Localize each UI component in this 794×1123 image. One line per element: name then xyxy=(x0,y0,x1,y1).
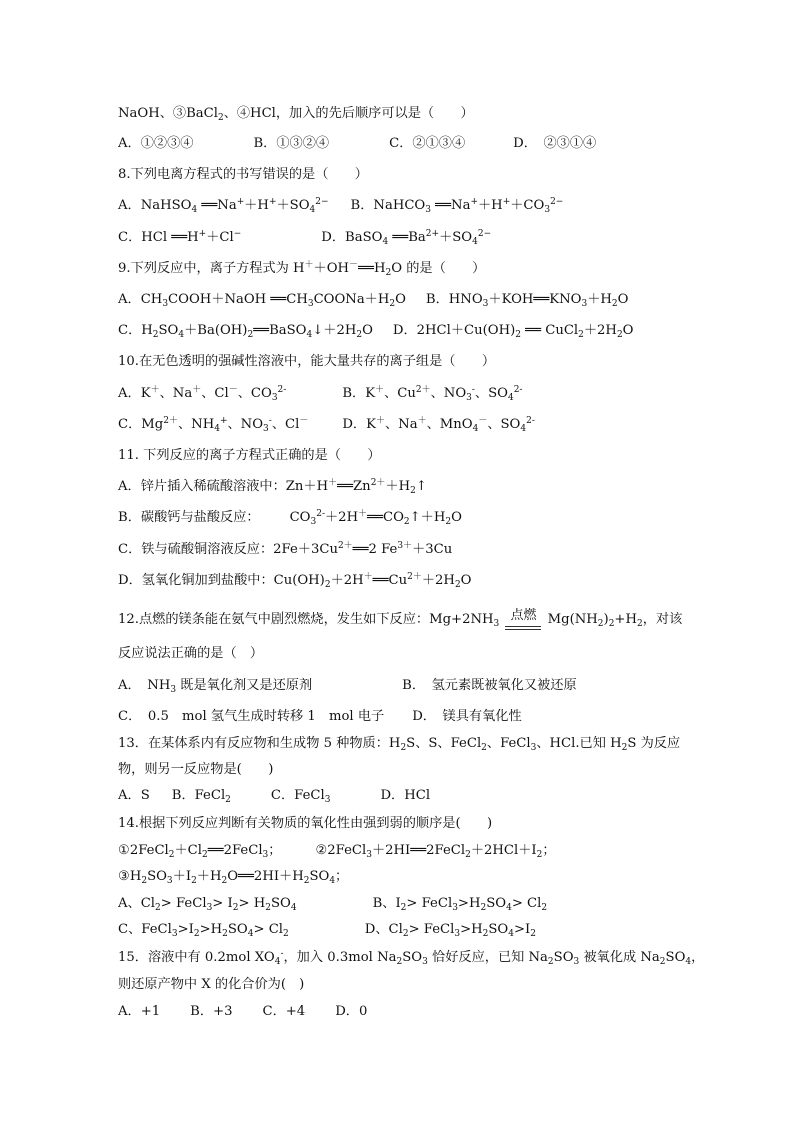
text-line-29: 15．溶液中有 0.2mol $XO_4^-$，加入 0.3mol $Na_2SO_3$ 恰好反应，已知 $Na_2SO_3$ 被氧化成 $Na_2SO_4$， xyxy=(118,949,705,967)
text-line-11: C．$Mg^{2+}$、$NH_4^+$、$NO_3^-$、Cl－ D．K＋、Na＋、MnO$_4$－、$SO_4^{2-}$ xyxy=(118,416,535,434)
text-line-24: 14.根据下列反应判断有关物质的氧化性由强到弱的顺序是( ) xyxy=(118,816,493,831)
text-line-28: C、$FeCl_3>I_2>H_2SO_4> Cl_2$ D、$Cl_2>$ $FeCl_3>H_2SO_4>I_2$ xyxy=(118,922,536,939)
text-line-15: C．铁与硫酸铜溶液反应：$2Fe+3Cu^{2+}══2$ $Fe^{3+}+3Cu$ xyxy=(118,541,453,557)
text-line-19: A． $NH_3$ 既是氧化剂又是还原剂 B． 氢元素既被氧化又被还原 xyxy=(118,678,577,695)
text-line-13: A．锌片插入稀硫酸溶液中：$Zn+H^+══Zn^{2+}+H_2↑$ xyxy=(118,478,427,496)
text-line-25: $①2FeCl_2+Cl_2══2FeCl_3$； $②2FeCl_3+2HI══2FeCl_2+2HCl+I_2$； xyxy=(118,843,556,860)
text-line-12: 11. 下列反应的离子方程式正确的是（ ） xyxy=(118,448,381,463)
text-line-7: A．$CH_3COOH+NaOH$ $══CH_3COONa+H_2O$ B．$HNO_3+KOH══KNO_3+H_2O$ xyxy=(118,292,629,309)
text-line-30: 则还原产物中 X 的化合价为( ) xyxy=(118,977,305,992)
text-line-18: 反应说法正确的是（ ） xyxy=(118,646,264,661)
text-line-21: 13．在某体系内有反应物和生成物 5 种物质：$H_2S$、S、FeCl$_2$、FeCl$_3$、HCl.已知 $H_2S$ 为反应 xyxy=(118,736,681,753)
text-line-2: A．①②③④ B．①③②④ C．②①③④ D． ②③①④ xyxy=(118,136,597,151)
text-line-5: C．HCl ══H+＋Cl− D．BaSO$_4$ $══Ba^{2+}+SO_4^{2-}$ xyxy=(118,229,492,247)
text-line-6: 9.下列反应中，离子方程式为 $H^++OH^-══H_2O$ 的是（ ） xyxy=(118,260,486,278)
text-line-22: 物，则另一反应物是( ) xyxy=(118,762,274,777)
text-line-4: A．NaHSO$_4$ $══Na^++H^++SO_4^{2-}$ B．NaHCO$_3$ $══Na^++H^++CO_3^{2-}$ xyxy=(118,197,564,215)
text-line-20: C． 0.5 mol 氢气生成时转移 1 mol 电子 D． 镁具有氧化性 xyxy=(118,709,522,724)
text-line-23: A．S B．FeCl$_2$ C．FeCl$_3$ D．HCl xyxy=(118,788,431,805)
text-line-31: A．+1 B．+3 C．+4 D．0 xyxy=(118,1004,368,1019)
text-line-9: 10.在无色透明的强碱性溶液中，能大量共存的离子组是（ ） xyxy=(118,354,496,369)
text-line-27: A、$Cl_2>$ FeCl$_3$> $I_2> H_2SO_4$ B、$I_2>$ $FeCl_3>H_2SO_4> Cl_2$ xyxy=(118,896,548,913)
text-line-16: D．氢氧化铜加到盐酸中：$Cu(OH)_2+2H^+══Cu^{2+}+2H_2O$ xyxy=(118,572,472,590)
text-line-1: NaOH、③BaCl$_2$、④HCl，加入的先后顺序可以是（ ） xyxy=(118,106,474,123)
text-line-26: $③H_2SO_3+I_2+H_2O══2HI+H_2SO_4$； xyxy=(118,869,349,886)
text-line-17: 12.点燃的镁条能在氨气中剧烈燃烧，发生如下反应：$Mg+2NH_3$ 点燃 $Mg(NH_2)_2+H_2$，对该 xyxy=(118,608,683,629)
text-line-10: A．K＋、Na＋、Cl－、$CO_3^{2-}$ B．K＋、$Cu^{2+}$、$NO_3^-$、$SO_4^{2-}$ xyxy=(118,385,523,403)
text-line-3: 8.下列电离方程式的书写错误的是（ ） xyxy=(118,167,368,182)
text-line-8: C．$H_2SO_4+Ba(OH)_2══BaSO_4↓+2H_2O$ D．$2HCl+Cu(OH)_2$ ══ $CuCl_2+2H_2O$ xyxy=(118,323,634,340)
text-line-14: B．碳酸钙与盐酸反应： $CO_3^{2-}+2H^+══CO_2↑+H_2O$ xyxy=(118,509,462,527)
